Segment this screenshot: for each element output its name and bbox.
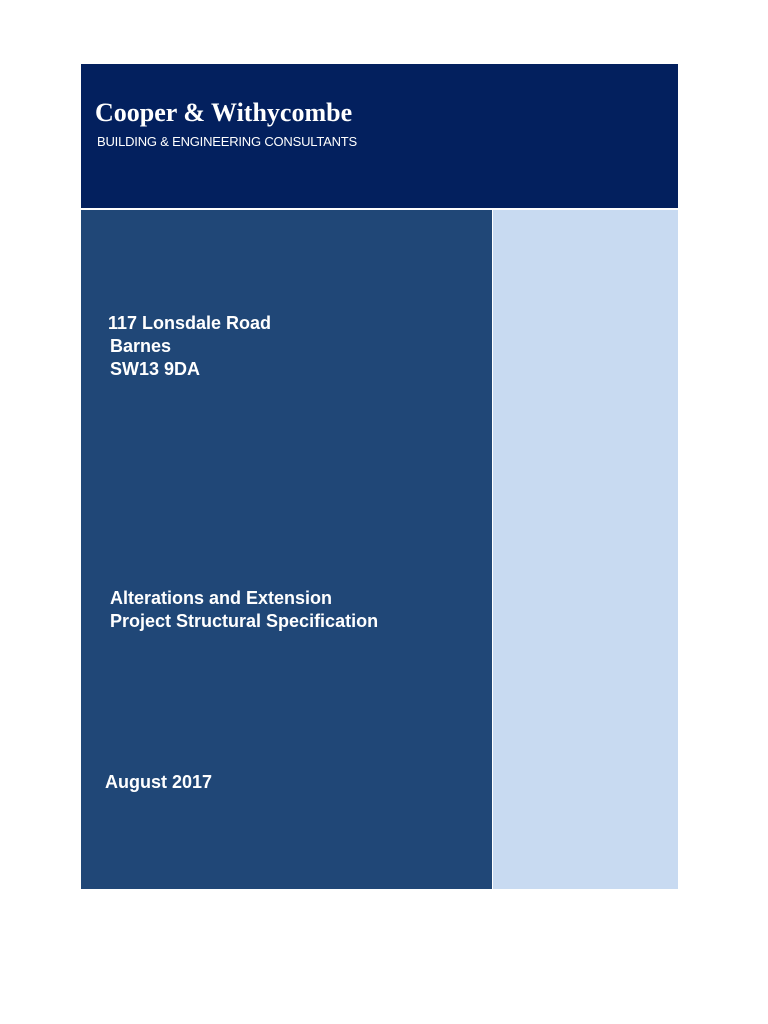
address-line-street: 117 Lonsdale Road [108,313,272,333]
address-line-area: Barnes [110,336,172,356]
header-band [81,64,678,208]
project-title-line-2: Project Structural Specification [110,611,379,631]
project-title-line-1: Alterations and Extension [110,588,333,608]
document-date: August 2017 [105,772,213,792]
firm-subtitle: BUILDING & ENGINEERING CONSULTANTS [97,134,357,149]
firm-name: Cooper & Withycombe [95,98,353,127]
main-panel [81,210,492,889]
side-column [493,210,678,889]
address-line-postcode: SW13 9DA [110,359,201,379]
cover-page [81,64,678,889]
